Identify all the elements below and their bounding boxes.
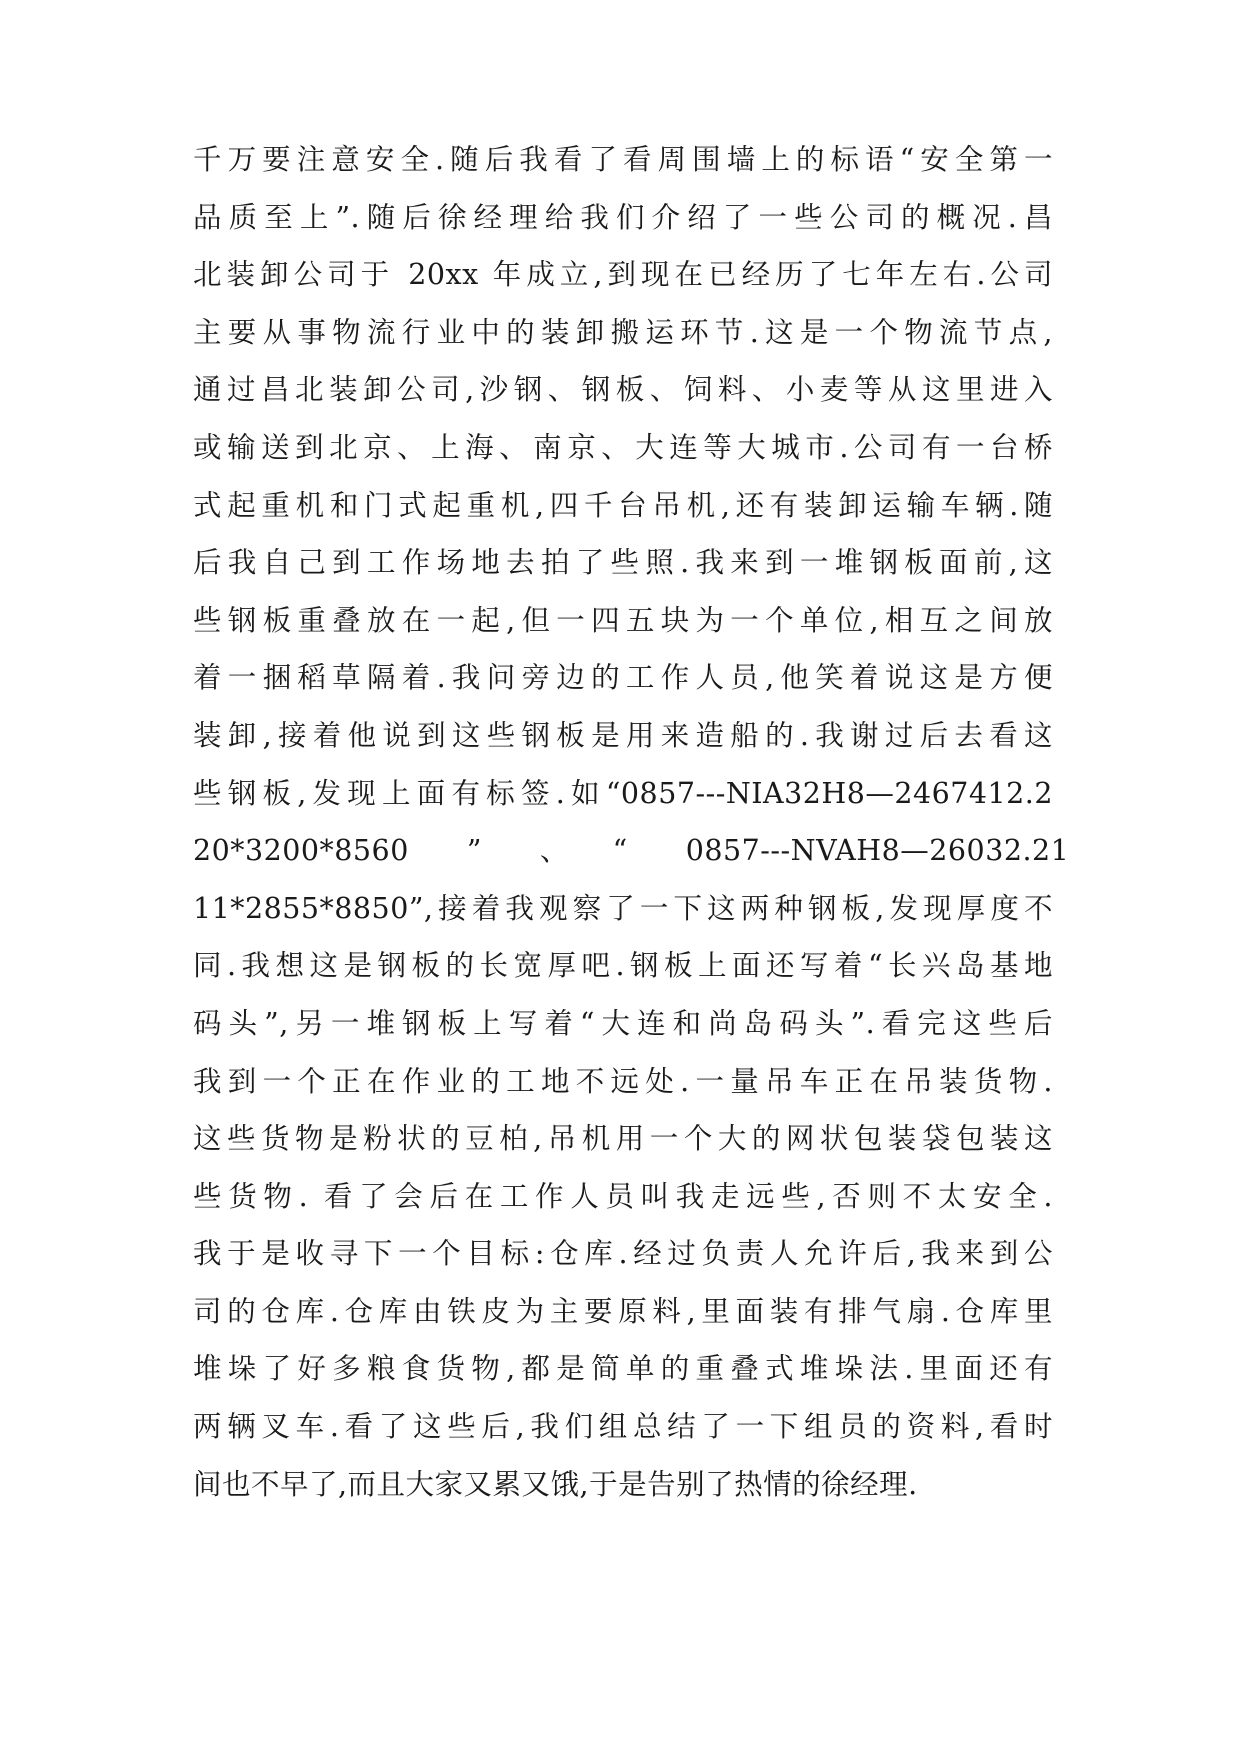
text-line: 或输送到北京、上海、南京、大连等大城市.公司有一台桥 [193, 430, 1053, 464]
text-line: 我到一个正在作业的工地不远处.一量吊车正在吊装货物. [193, 1064, 1053, 1098]
text-line: 后我自己到工作场地去拍了些照.我来到一堆钢板面前,这 [193, 546, 1053, 580]
text-line: 20*3200*8560 ” 、 “ 0857---NVAH8—26032.21 [193, 834, 1070, 868]
text-line: 着一捆稻草隔着.我问旁边的工作人员,他笑着说这是方便 [193, 661, 1053, 695]
text-line: 装卸,接着他说到这些钢板是用来造船的.我谢过后去看这 [193, 718, 1053, 752]
text-line: 通过昌北装卸公司,沙钢、钢板、饲料、小麦等从这里进入 [193, 373, 1053, 407]
text-line: 主要从事物流行业中的装卸搬运环节.这是一个物流节点, [193, 315, 1053, 349]
text-line: 些钢板重叠放在一起,但一四五块为一个单位,相互之间放 [193, 603, 1053, 637]
text-line: 间也不早了,而且大家又累又饿,于是告别了热情的徐经理. [193, 1467, 918, 1501]
text-line: 11*2855*8850”,接着我观察了一下这两种钢板,发现厚度不 [193, 891, 1053, 925]
text-line: 我于是收寻下一个目标:仓库.经过负责人允许后,我来到公 [193, 1237, 1053, 1271]
text-line: 式起重机和门式起重机,四千台吊机,还有装卸运输车辆.随 [193, 488, 1053, 522]
text-line: 些钢板,发现上面有标签.如“0857---NIA32H8—2467412.2 [193, 776, 1053, 810]
body-text [193, 131, 1070, 1513]
text-line: 同.我想这是钢板的长宽厚吧.钢板上面还写着“长兴岛基地 [193, 949, 1053, 983]
text-line: 北装卸公司于 20xx 年成立,到现在已经历了七年左右.公司 [193, 258, 1053, 292]
text-line: 司的仓库.仓库由铁皮为主要原料,里面装有排气扇.仓库里 [193, 1294, 1053, 1328]
text-line: 千万要注意安全.随后我看了看周围墙上的标语“安全第一 [193, 143, 1053, 176]
text-line: 码头”,另一堆钢板上写着“大连和尚岛码头”.看完这些后 [193, 1006, 1053, 1040]
text-line: 这些货物是粉状的豆柏,吊机用一个大的网状包装袋包装这 [193, 1122, 1053, 1156]
text-line: 些货物. 看了会后在工作人员叫我走远些,否则不太安全. [193, 1179, 1053, 1213]
text-line: 品质至上”.随后徐经理给我们介绍了一些公司的概况.昌 [193, 200, 1053, 234]
text-line: 两辆叉车.看了这些后,我们组总结了一下组员的资料,看时 [193, 1410, 1053, 1444]
text-line: 堆垛了好多粮食货物,都是简单的重叠式堆垛法.里面还有 [193, 1352, 1053, 1386]
